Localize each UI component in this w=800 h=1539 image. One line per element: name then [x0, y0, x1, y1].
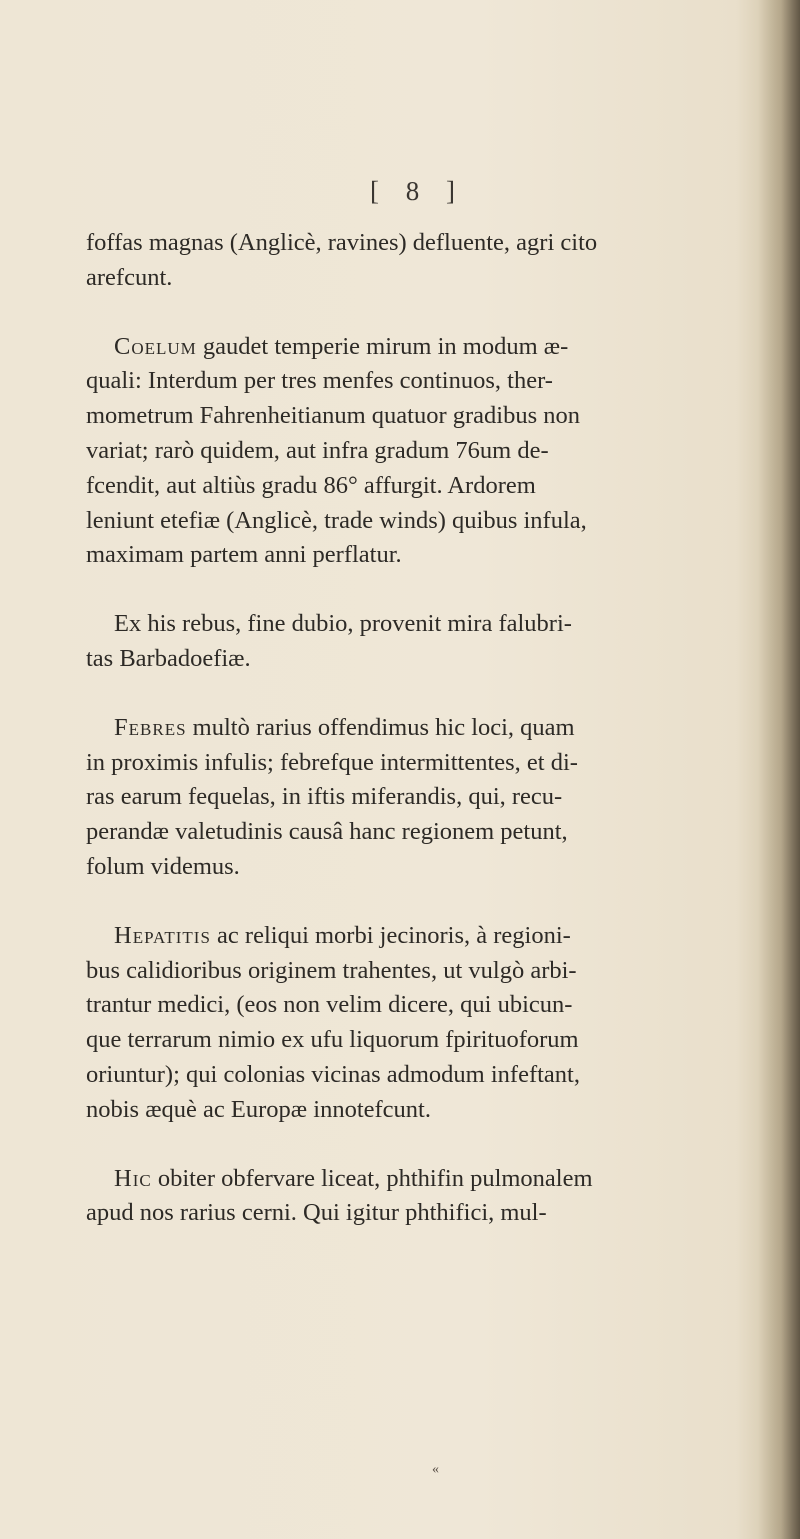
text-line: Hepatitis ac reliqui morbi jecinoris, à regioni-: [114, 921, 571, 949]
page-number: [ 8 ]: [370, 176, 465, 206]
text-line: nobis æquè ac Europæ innotefcunt.: [86, 1095, 431, 1123]
text-line: arefcunt.: [86, 263, 173, 291]
text-line: que terrarum nimio ex ufu liquorum fpirituoforum: [86, 1026, 579, 1054]
text-line: leniunt etefiæ (Anglicè, trade winds) quibus infula,: [86, 506, 587, 534]
text-line: fcendit, aut altiùs gradu 86° affurgit. Ardorem: [86, 471, 536, 499]
paragraph-6: [86, 1162, 766, 1232]
paragraph-2: [86, 330, 766, 574]
text-line: Ex his rebus, fine dubio, provenit mira falubri-: [114, 610, 572, 638]
paragraph-lead-word: Hic: [114, 1164, 152, 1192]
text-line: Coelum gaudet temperie mirum in modum æ-: [114, 332, 569, 360]
footer-mark: «: [432, 1462, 439, 1477]
paragraph-3: [86, 607, 766, 677]
text-line: apud nos rarius cerni. Qui igitur phthifici, mul-: [86, 1199, 547, 1227]
paragraph-1: [86, 226, 766, 296]
text-line: folum videmus.: [86, 852, 240, 880]
text-line: mometrum Fahrenheitianum quatuor gradibus non: [86, 402, 580, 430]
text-line: in proximis infulis; febrefque intermittentes, et di-: [86, 748, 578, 776]
paragraph-lead-word: Hepatitis: [114, 921, 211, 949]
text-line: Febres multò rarius offendimus hic loci, quam: [114, 713, 575, 741]
paragraph-4: [86, 711, 766, 885]
text-line: trantur medici, (eos non velim dicere, qui ubicun-: [86, 991, 573, 1019]
paragraph-lead-word: Coelum: [114, 332, 197, 360]
text-line: ras earum fequelas, in iftis miferandis, qui, recu-: [86, 783, 563, 811]
text-line: maximam partem anni perflatur.: [86, 541, 402, 569]
text-body: [86, 226, 766, 1265]
text-line: tas Barbadoefiæ.: [86, 644, 251, 672]
text-line: foffas magnas (Anglicè, ravines) defluente, agri cito: [86, 229, 598, 256]
text-line: oriuntur); qui colonias vicinas admodum infeftant,: [86, 1060, 580, 1088]
paragraph-lead-word: Febres: [114, 713, 187, 741]
text-line: quali: Interdum per tres menfes continuos, ther-: [86, 367, 553, 395]
paragraph-5: [86, 919, 766, 1128]
text-line: Hic obiter obfervare liceat, phthifin pulmonalem: [114, 1164, 593, 1192]
text-line: perandæ valetudinis causâ hanc regionem petunt,: [86, 818, 568, 846]
text-line: bus calidioribus originem trahentes, ut vulgò arbi-: [86, 956, 577, 984]
text-line: variat; rarò quidem, aut infra gradum 76um de-: [86, 436, 549, 464]
